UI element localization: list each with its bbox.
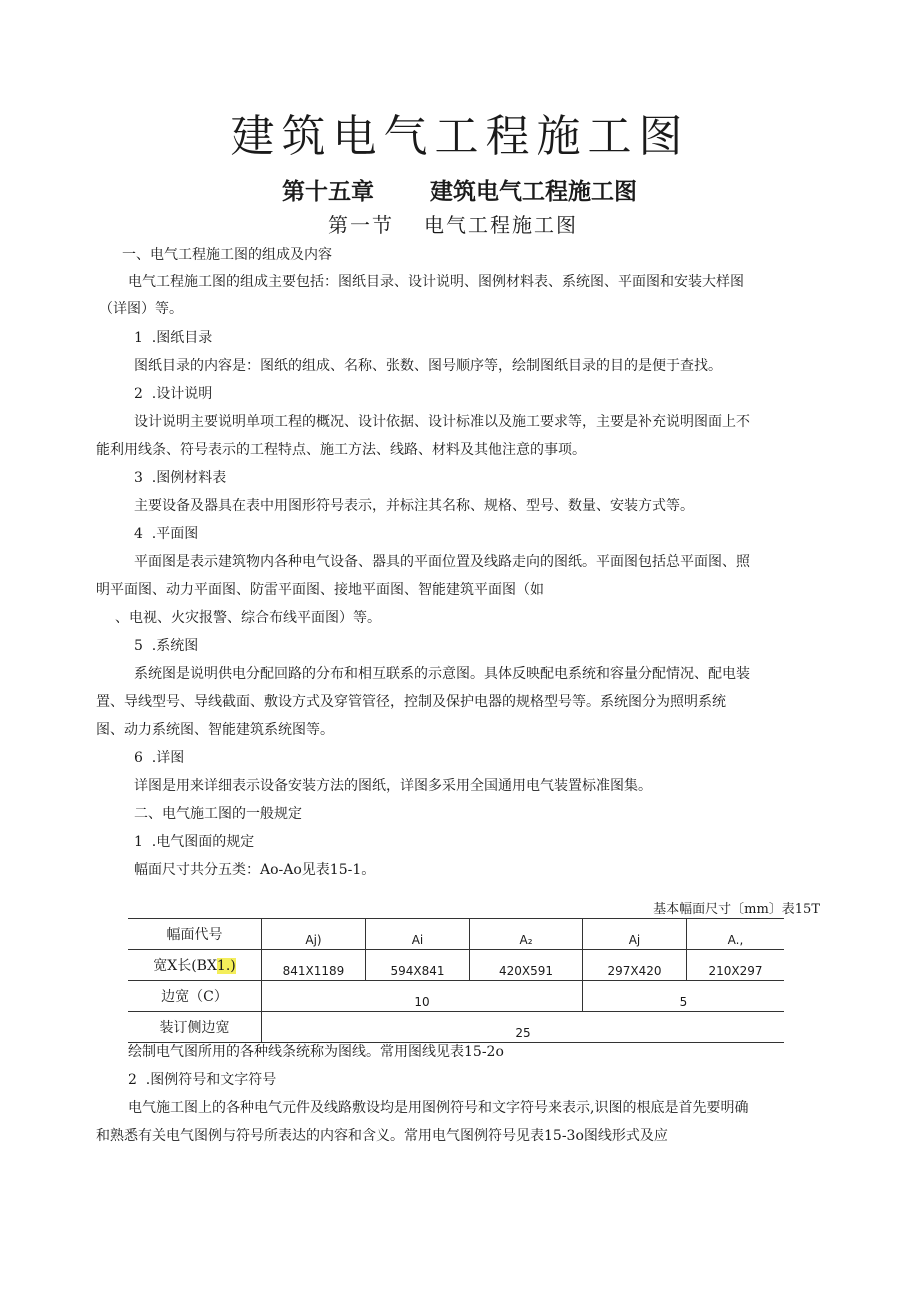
table-cell: Aj: [583, 919, 687, 950]
table-row: [128, 919, 784, 950]
chapter-heading: [282, 173, 637, 206]
table-cell: A₂: [470, 919, 583, 950]
paragraph-line: （详图）等。: [99, 301, 183, 317]
table-header-cell: 幅面代号: [128, 919, 262, 950]
paragraph-line: 明平面图、动力平面图、防雷平面图、接地平面图、智能建筑平面图（如: [96, 582, 544, 598]
table-cell: 841X1189: [262, 950, 366, 981]
subheading-sheet-rules: 1 .电气图面的规定: [134, 834, 255, 850]
table-cell: 210X297: [687, 950, 785, 981]
table-cell: 25: [262, 1012, 785, 1043]
paragraph-line: 幅面尺寸共分五类：Ao-Ao见表15-1。: [134, 862, 376, 878]
paragraph-line: 详图是用来详细表示设备安装方法的图纸，详图多采用全国通用电气装置标准图集。: [134, 778, 652, 794]
paragraph-line: 主要设备及器具在表中用图形符号表示，并标注其名称、规格、型号、数量、安装方式等。: [134, 498, 694, 514]
paragraph-line: 电气工程施工图的组成主要包括：图纸目录、设计说明、图例材料表、系统图、平面图和安装大样图: [128, 274, 744, 290]
subheading-design-notes: 2 .设计说明: [134, 386, 213, 402]
table-row: [128, 981, 784, 1012]
paragraph-line: 电气施工图上的各种电气元件及线路敷设均是用图例符号和文字符号来表示,识图的根底是首先要明确: [128, 1100, 749, 1116]
table-header-cell: [128, 950, 262, 981]
table-header-cell: 边宽（C）: [128, 981, 262, 1012]
paragraph-line: 和熟悉有关电气图例与符号所表达的内容和含义。常用电气图例符号见表15-3o图线形式及应: [96, 1128, 668, 1144]
table-cell: Aj): [262, 919, 366, 950]
paragraph-line: 置、导线型号、导线截面、敷设方式及穿管管径，控制及保护电器的规格型号等。系统图分为照明系统: [96, 694, 726, 710]
paragraph-line: 图、动力系统图、智能建筑系统图等。: [96, 722, 334, 738]
size-label-text: 宽X长(BX: [153, 958, 217, 974]
table-cell: 594X841: [366, 950, 470, 981]
table-row: [128, 1012, 784, 1043]
chapter-number: 第十五章: [282, 179, 374, 205]
table-row: [128, 950, 784, 981]
sheet-size-table: [128, 918, 784, 1043]
subheading-symbols: 2 .图例符号和文字符号: [128, 1072, 277, 1088]
subheading-drawing-index: 1 .图纸目录: [134, 330, 213, 346]
paragraph-line: 平面图是表示建筑物内各种电气设备、器具的平面位置及线路走向的图纸。平面图包括总平面图、照: [134, 554, 750, 570]
subheading-plan: 4 .平面图: [134, 526, 199, 542]
table-cell: A.,: [687, 919, 785, 950]
subheading-system: 5 .系统图: [134, 638, 199, 654]
table-cell: Ai: [366, 919, 470, 950]
heading-composition: 一、电气工程施工图的组成及内容: [122, 247, 332, 263]
paragraph-line: 图纸目录的内容是：图纸的组成、名称、张数、图号顺序等，绘制图纸目录的目的是便于查找。: [134, 358, 722, 374]
table-cell: 5: [583, 981, 785, 1012]
paragraph-line: 设计说明主要说明单项工程的概况、设计依据、设计标准以及施工要求等，主要是补充说明图面上不: [134, 414, 750, 430]
chapter-name: 建筑电气工程施工图: [430, 179, 637, 205]
paragraph-line: 绘制电气图所用的各种线条统称为图线。常用图线见表15-2o: [128, 1044, 504, 1060]
paragraph-line: 能利用线条、符号表示的工程特点、施工方法、线路、材料及其他注意的事项。: [96, 442, 586, 458]
table-cell: 297X420: [583, 950, 687, 981]
table-cell: 420X591: [470, 950, 583, 981]
table-header-cell: 装订侧边宽: [128, 1012, 262, 1043]
table-cell: 10: [262, 981, 583, 1012]
heading-general-rules: 二、电气施工图的一般规定: [134, 806, 302, 822]
table-caption: 基本幅面尺寸〔mm〕表15T: [653, 902, 820, 917]
highlighted-text: 1.): [216, 958, 236, 974]
section-heading: [328, 209, 578, 238]
subheading-detail: 6 .详图: [134, 750, 185, 766]
section-number: 第一节: [328, 213, 394, 237]
subheading-legend-table: 3 .图例材料表: [134, 470, 227, 486]
paragraph-line: 系统图是说明供电分配回路的分布和相互联系的示意图。具体反映配电系统和容量分配情况、配电装: [134, 666, 750, 682]
paragraph-line: 、电视、火灾报警、综合布线平面图）等。: [115, 610, 381, 626]
section-name: 电气工程施工图: [424, 213, 578, 237]
document-title: 建筑电气工程施工图: [230, 111, 690, 162]
